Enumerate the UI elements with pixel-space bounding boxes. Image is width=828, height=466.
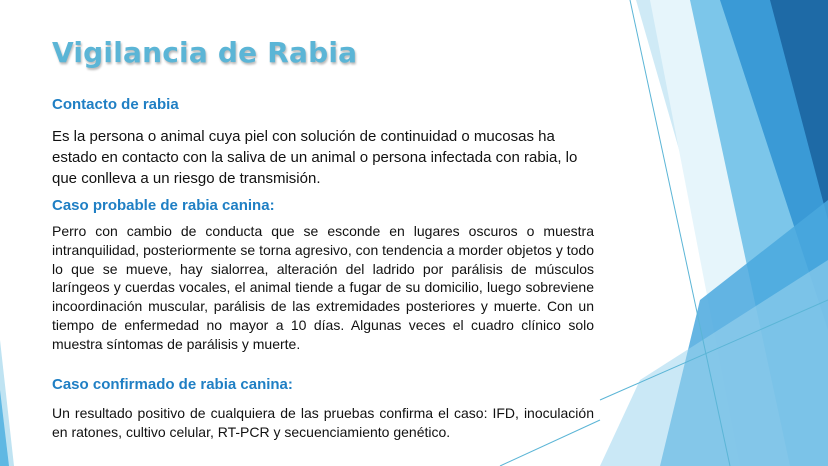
body-caso-confirmado: Un resultado positivo de cualquiera de las pruebas confirma el caso: IFD, inoculación en ratones, cultivo celular, RT-PCR y secuenciamiento genético. [52, 405, 594, 440]
body-caso-probable: Perro con cambio de conducta que se esconde en lugares oscuros o muestra intranquilidad, posteriormente se torna agresivo, con tendencia a morder objetos y todo lo que se mueve, hay sialorrea, alteración del ladrido por parálisis de músculos laríngeos y cuerdas vocales, el animal tiende a fugar de su domicilio, luego sobreviene incoordinación muscular, parálisis de las extremidades posteriores y muerte. Con un tiempo de enfermedad no mayor a 10 días. Algunas veces el cuadro clínico solo muestra síntomas de parálisis y muerte. [52, 223, 594, 352]
heading-caso-confirmado: Caso confirmado de rabia canina: [52, 376, 293, 393]
heading-contacto: Contacto de rabia [52, 96, 179, 113]
heading-caso-probable: Caso probable de rabia canina: [52, 197, 275, 214]
body-contacto: Es la persona o animal cuya piel con solución de continuidad o mucosas ha estado en contacto con la saliva de un animal o persona infectada con rabia, lo que conlleva a un riesgo de transmisión. [52, 128, 578, 187]
slide-title: Vigilancia de Rabia [52, 36, 358, 69]
